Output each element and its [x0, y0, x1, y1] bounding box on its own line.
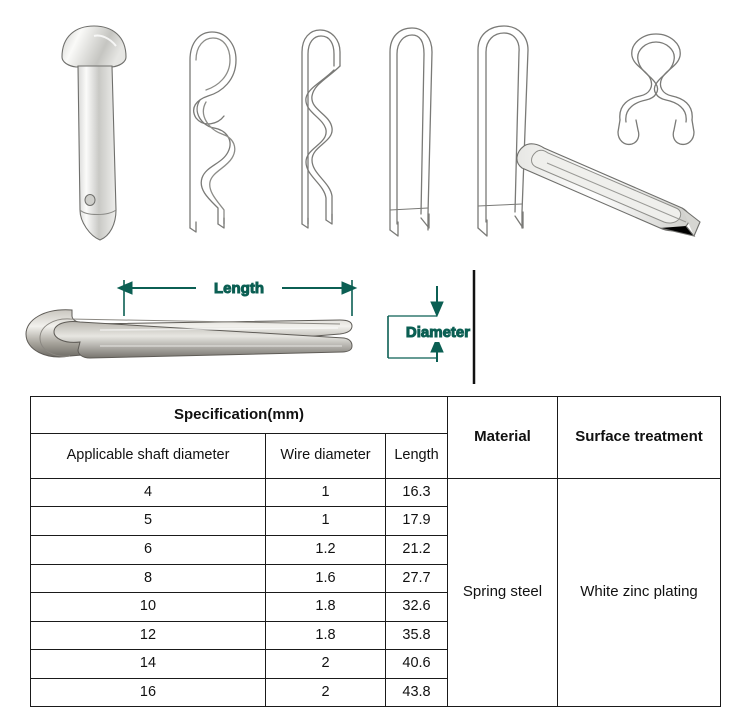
cell-length: 35.8 — [386, 621, 448, 650]
r-clip-round-loop-drawing — [190, 32, 236, 232]
clevis-pin-drawing — [62, 26, 126, 240]
table-header-row — [31, 397, 721, 434]
cell-wire-diameter: 1 — [266, 507, 386, 536]
split-cotter-pin-narrow-drawing — [390, 28, 432, 236]
cell-material: Spring steel — [448, 478, 558, 707]
cell-shaft-diameter: 8 — [31, 564, 266, 593]
specification-table — [30, 396, 721, 707]
cell-wire-diameter: 1 — [266, 478, 386, 507]
cell-shaft-diameter: 16 — [31, 678, 266, 707]
cell-wire-diameter: 2 — [266, 678, 386, 707]
length-dimension-label: Length — [214, 280, 264, 297]
r-clip-zigzag-drawing — [302, 30, 340, 228]
subheader-length: Length — [386, 434, 448, 479]
header-surface-treatment: Surface treatment — [558, 397, 721, 479]
cotter-pin-side-view — [26, 310, 352, 358]
cell-shaft-diameter: 14 — [31, 650, 266, 679]
length-dimension — [118, 276, 356, 316]
cell-length: 17.9 — [386, 507, 448, 536]
cell-shaft-diameter: 4 — [31, 478, 266, 507]
split-cotter-pin-wide-drawing — [478, 26, 528, 236]
cell-surface-treatment: White zinc plating — [558, 478, 721, 707]
cell-length: 21.2 — [386, 535, 448, 564]
cell-length: 27.7 — [386, 564, 448, 593]
product-illustrations — [0, 0, 750, 258]
double-loop-spring-clip-drawing — [618, 34, 694, 144]
cell-length: 40.6 — [386, 650, 448, 679]
cell-wire-diameter: 2 — [266, 650, 386, 679]
cell-length: 43.8 — [386, 678, 448, 707]
cell-shaft-diameter: 5 — [31, 507, 266, 536]
cell-wire-diameter: 1.6 — [266, 564, 386, 593]
subheader-wire-diameter: Wire diameter — [266, 434, 386, 479]
cell-shaft-diameter: 12 — [31, 621, 266, 650]
diameter-dimension — [388, 286, 480, 362]
cell-wire-diameter: 1.8 — [266, 593, 386, 622]
header-material: Material — [448, 397, 558, 479]
cell-shaft-diameter: 6 — [31, 535, 266, 564]
cell-wire-diameter: 1.8 — [266, 621, 386, 650]
cell-wire-diameter: 1.2 — [266, 535, 386, 564]
subheader-shaft-diameter: Applicable shaft diameter — [31, 434, 266, 479]
cotter-pin-perspective-drawing — [517, 144, 700, 236]
diameter-dimension-label: Diameter — [405, 324, 471, 341]
cell-length: 32.6 — [386, 593, 448, 622]
cell-shaft-diameter: 10 — [31, 593, 266, 622]
cell-length: 16.3 — [386, 478, 448, 507]
header-specification: Specification(mm) — [31, 397, 448, 434]
table-row — [31, 478, 721, 507]
specification-table-container — [30, 396, 720, 707]
dimension-diagram — [0, 258, 750, 390]
